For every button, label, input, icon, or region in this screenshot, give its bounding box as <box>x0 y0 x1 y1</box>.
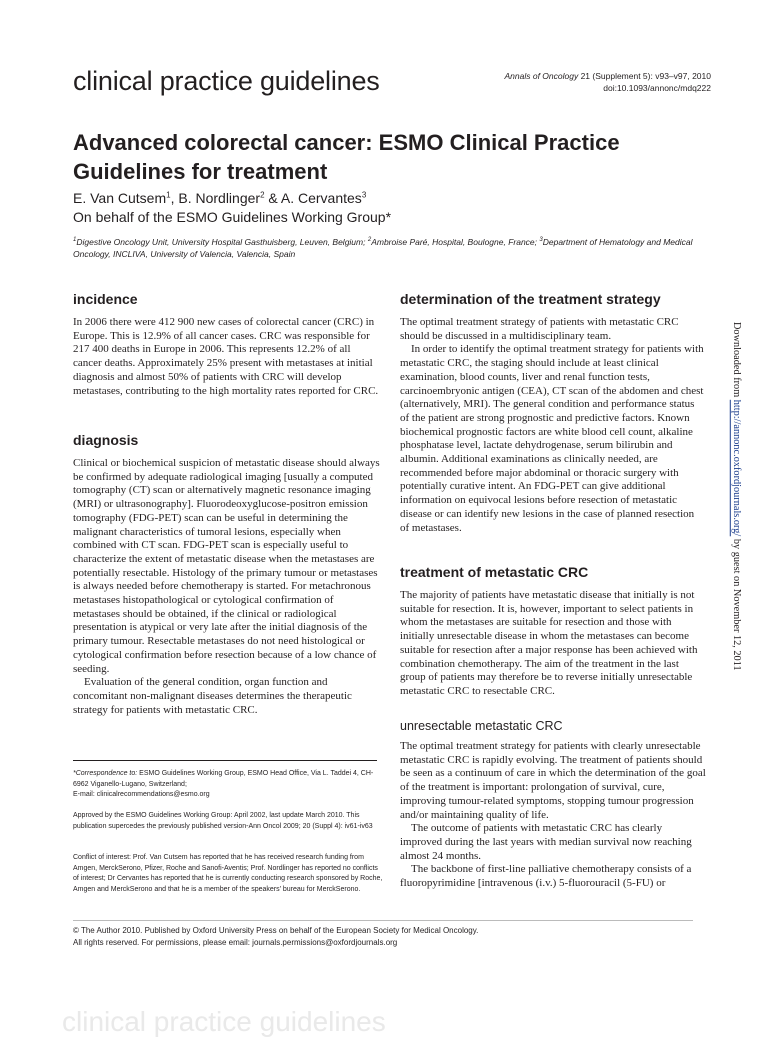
footnote-rule <box>73 760 377 761</box>
paragraph: Clinical or biochemical suspicion of metastatic disease should always be confirmed by adequate radiological imaging [usually a computed tomography (CT) scan or alternatively magnetic resonance imaging (MRI) or ultrasonography]. Fluorodeoxyglucose-positron emission tomography (FDG-PET) scan can be useful in determining the malignant characteristics of tumoral lesions, especially when combined with CT scan. FDG-PET scan is especially useful to characterize the extent of metastatic disease when the metastases are potentially resectable. Histology of the primary tumour or metastases is always needed before chemotherapy is started. For metachronous metastases histopathological or cytological confirmation of metastases should be obtained, if the clinical or radiological presentation is atypical or very late after the initial diagnosis of the primary tumour. Resectable metastases do not need histological or cytological confirmation before resection because of a low chance of seeding. <box>73 457 380 675</box>
author-name: E. Van Cutsem <box>73 190 167 206</box>
faded-running-head: clinical practice guidelines <box>62 1006 386 1037</box>
paragraph: The majority of patients have metastatic disease that initially is not suitable for resection. It is, however, important to select patients in whom the metastases are suitable for resection and those with initially unresectable disease in whom the metastases can become suitable for resection after a major response has been achieved with combination chemotherapy. The aim of the treatment in the last group of patients may therefore be to reverse initially unresectable metastatic CRC to resectable CRC. <box>400 589 698 697</box>
correspondence-footnote <box>73 769 383 801</box>
author-name: A. Cervantes <box>280 190 362 206</box>
correspondence-text: ESMO Guidelines Working Group, ESMO Head Office, Via L. Taddei 4, CH-6962 Viganello-Lugano, Switzerland; <box>73 770 374 788</box>
affiliation-mark: 1 <box>73 237 77 243</box>
section-heading-determination: determination of the treatment strategy <box>400 291 661 307</box>
author-affiliation-mark: 1 <box>166 190 171 200</box>
paragraph: The backbone of first-line palliative chemotherapy consists of a fluoropyrimidine [intravenous (i.v.) 5-fluorouracil (5-FU) or <box>400 863 692 890</box>
affiliation-text: Department of Hematology and Medical Oncology, INCLIVA, University of Valencia, Valencia, Spain <box>73 236 693 260</box>
affiliations <box>73 234 703 261</box>
correspondence-email: E-mail: clinicalrecommendations@esmo.org <box>73 791 210 798</box>
section-body-unresectable <box>400 740 706 891</box>
download-notice <box>729 322 749 682</box>
journal-link[interactable]: http://annonc.oxfordjournals.org/ <box>731 399 742 537</box>
author-affiliation-mark: 2 <box>260 190 265 200</box>
affiliation-text: Ambroise Paré, Hospital, Boulogne, France; <box>371 236 540 247</box>
author-separator: , <box>170 190 179 206</box>
affiliation-text: Digestive Oncology Unit, University Hospital Gasthuisberg, Leuven, Belgium; <box>76 236 368 247</box>
affiliation-mark: 3 <box>539 237 543 243</box>
journal-name: Annals of Oncology <box>504 71 579 81</box>
download-notice-prefix: Downloaded from <box>731 322 742 400</box>
paragraph: Evaluation of the general condition, organ function and concomitant non-malignant diseases determines the therapeutic strategy for patients with metastatic CRC. <box>73 676 352 716</box>
journal-reference <box>504 70 711 94</box>
section-body-treatment <box>400 589 706 699</box>
copyright-rule <box>73 920 693 921</box>
section-heading-diagnosis: diagnosis <box>73 432 139 448</box>
paragraph: The optimal treatment strategy for patients with clearly unresectable metastatic CRC is rapidly evolving. The treatment of patients should be seen as a continuum of care in which the determination of the goal of the treatment is important: prolongation of survival, cure, improving tumour-related symptoms, stopping tumour progression and/or maintaining quality of life. <box>400 740 706 821</box>
section-body-diagnosis <box>73 457 380 717</box>
correspondence-label: *Correspondence to: <box>73 770 138 777</box>
section-body-incidence <box>73 316 380 398</box>
copyright-line: © The Author 2010. Published by Oxford University Press on behalf of the European Society for Medical Oncology. <box>73 926 479 935</box>
affiliation-mark: 2 <box>367 237 372 243</box>
paragraph: The optimal treatment strategy of patients with metastatic CRC should be discussed in a multidisciplinary team. <box>400 316 679 342</box>
copyright-permissions: All rights reserved. For permissions, please email: journals.permissions@oxfordjournals.org <box>73 938 398 947</box>
author-list <box>73 190 366 206</box>
article-title: Advanced colorectal cancer: ESMO Clinical Practice Guidelines for treatment <box>73 130 620 184</box>
author-separator: & <box>264 190 281 206</box>
approval-footnote <box>73 811 383 832</box>
paragraph: In 2006 there were 412 900 new cases of colorectal cancer (CRC) in Europe. This is 12.9% of all cancer cases. CRC was responsible for 217 400 deaths in Europe in 2006. This represents 12.2% of all cancer deaths. Approximately 25% present with metastases at initial diagnosis and almost 50% of patients with CRC will develop metastases, contributing to the high mortality rates reported for CRC. <box>73 316 379 397</box>
author-name: B. Nordlinger <box>178 190 261 206</box>
section-body-determination <box>400 316 706 535</box>
section-heading-treatment: treatment of metastatic CRC <box>400 564 589 580</box>
series-title: clinical practice guidelines <box>73 66 380 96</box>
subsection-heading-unresectable: unresectable metastatic CRC <box>400 719 563 733</box>
copyright <box>73 925 693 949</box>
paragraph: The outcome of patients with metastatic CRC has clearly improved during the last years with median survival now reaching almost 24 months. <box>400 822 692 862</box>
download-notice-suffix: by guest on November 12, 2011 <box>731 536 742 671</box>
doi: doi:10.1093/annonc/mdq222 <box>603 83 711 93</box>
conflict-footnote <box>73 853 383 895</box>
on-behalf-line: On behalf of the ESMO Guidelines Working Group* <box>73 209 392 225</box>
author-affiliation-mark: 3 <box>361 190 367 200</box>
journal-volume: 21 (Supplement 5): v93–v97, 2010 <box>578 71 711 81</box>
approval-text: Approved by the ESMO Guidelines Working Group: April 2002, last update March 2010. This publication supercedes the previously published version-Ann Oncol 2009; 20 (Suppl 4): iv61-iv63 <box>73 812 373 830</box>
paragraph: In order to identify the optimal treatment strategy for patients with metastatic CRC, the staging should include at least clinical examination, blood counts, liver and renal function tests, carcinoembryonic antigen (CEA), CT scan of the abdomen and chest (alternatively, MRI). The general condition and performance status of the patient are strong prognostic and predictive factors. Known biochemical prognostic factors are white blood cell count, alkaline phosphatase level, lactate dehydrogenase, serum bilirubin and albumin. Additional examinations as clinically needed, are recommended before major abdominal or thoracic surgery with potentially curative intent. An FDG-PET can give additional information on equivocal lesions before resection of metastatic disease or can identify new lesions in the case of planned resection of metastases. <box>400 343 704 534</box>
conflict-text: Conflict of interest: Prof. Van Cutsem has reported that he has received research funding from Amgen, MerckSerono, Pfizer, Roche and Sanofi-Aventis; Prof. Nordlinger has reported no conflicts of interest; Dr Cervantes has reported that he is currently conducting research sponsored by Roche, Amgen and MerckSerono and that he is a member of the speakers' bureau for MerckSerono. <box>73 854 383 893</box>
section-heading-incidence: incidence <box>73 291 138 307</box>
